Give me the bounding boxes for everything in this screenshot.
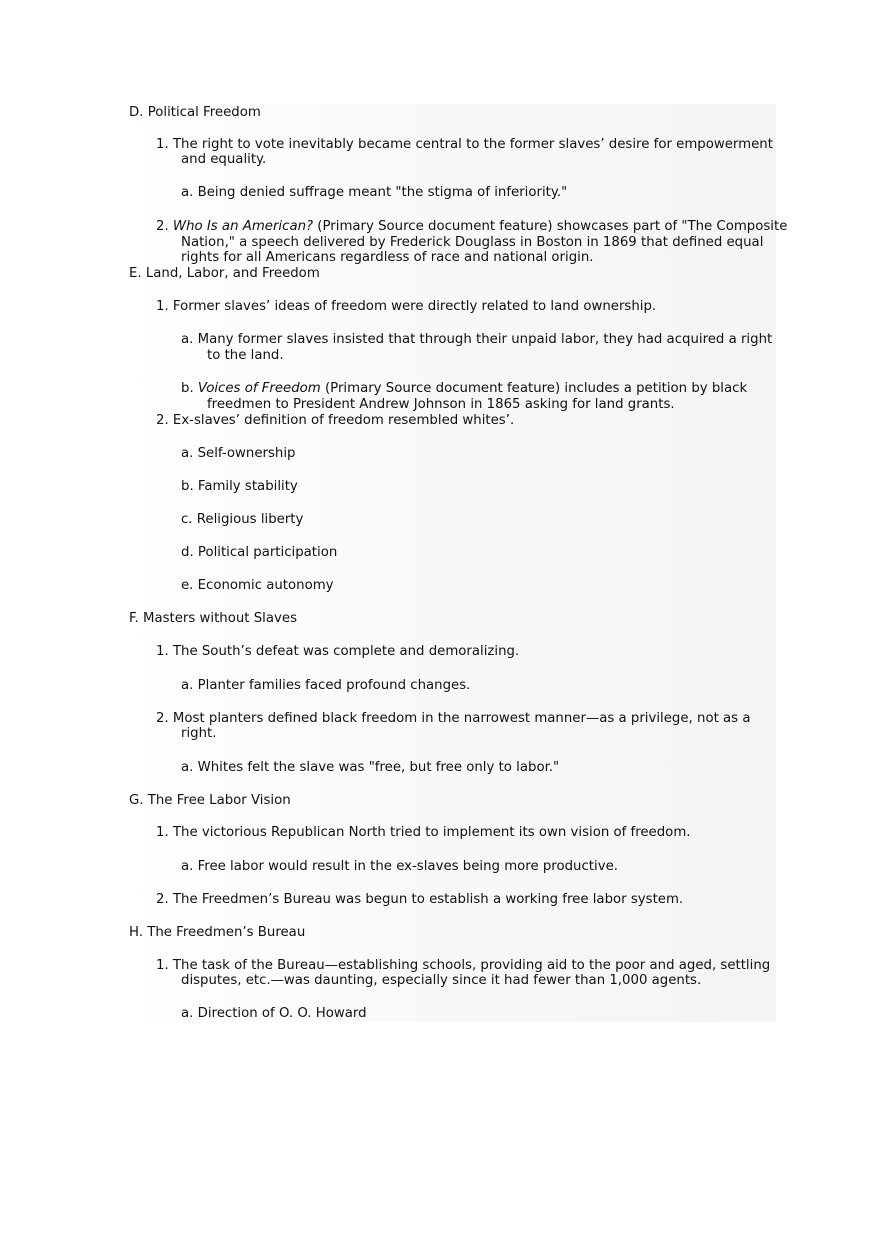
section-e-item-1b-line-2: freedmen to President Andrew Johnson in 1865 asking for land grants. (207, 397, 675, 412)
section-f-item-2-line-1: 2. Most planters defined black freedom in the narrowest manner—as a privilege, not as a (156, 711, 751, 726)
section-e-item-2c: c. Religious liberty (181, 512, 304, 527)
section-e-heading: E. Land, Labor, and Freedom (129, 266, 320, 281)
section-g-heading: G. The Free Labor Vision (129, 793, 291, 808)
section-h-item-1-line-1: 1. The task of the Bureau—establishing schools, providing aid to the poor and aged, settling (156, 958, 771, 973)
section-e-item-1b-line-1 (181, 381, 747, 396)
section-e-item-1: 1. Former slaves’ ideas of freedom were directly related to land ownership. (156, 299, 657, 314)
section-d-item-1-line-1: 1. The right to vote inevitably became central to the former slaves’ desire for empowerment (156, 137, 773, 152)
section-h-heading: H. The Freedmen’s Bureau (129, 925, 306, 940)
section-e-item-1b-feature-title: Voices of Freedom (197, 381, 321, 396)
section-e-item-1b-line-1-text: (Primary Source document feature) includes a petition by black (320, 381, 748, 396)
section-h-item-1a: a. Direction of O. O. Howard (181, 1006, 367, 1021)
section-e-item-2b: b. Family stability (181, 479, 298, 494)
section-d-item-2-line-1 (156, 219, 787, 234)
section-h-item-1-line-2: disputes, etc.—was daunting, especially since it had fewer than 1,000 agents. (181, 973, 702, 988)
section-e-item-1a-line-1: a. Many former slaves insisted that through their unpaid labor, they had acquired a right (181, 332, 773, 347)
section-d-item-2-line-3: rights for all Americans regardless of race and national origin. (181, 250, 594, 265)
section-f-item-1: 1. The South’s defeat was complete and demoralizing. (156, 644, 520, 659)
section-e-item-1b-letter: b. (181, 381, 194, 396)
section-d-item-1a: a. Being denied suffrage meant "the stigma of inferiority." (181, 185, 568, 200)
section-g-item-2: 2. The Freedmen’s Bureau was begun to establish a working free labor system. (156, 892, 684, 907)
section-e-item-2d: d. Political participation (181, 545, 338, 560)
section-g-item-1a: a. Free labor would result in the ex-slaves being more productive. (181, 859, 618, 874)
section-e-item-2e: e. Economic autonomy (181, 578, 334, 593)
section-f-item-2-line-2: right. (181, 726, 217, 741)
section-d-item-2-line-1-text: (Primary Source document feature) showcases part of "The Composite (313, 219, 788, 234)
section-d-heading: D. Political Freedom (129, 105, 261, 120)
section-e-item-2a: a. Self-ownership (181, 446, 296, 461)
section-g-item-1: 1. The victorious Republican North tried to implement its own vision of freedom. (156, 825, 691, 840)
section-e-item-2: 2. Ex-slaves’ definition of freedom resembled whites’. (156, 413, 515, 428)
section-f-heading: F. Masters without Slaves (129, 611, 298, 626)
section-f-item-2a: a. Whites felt the slave was "free, but free only to labor." (181, 760, 560, 775)
section-d-item-2-feature-title: Who Is an American? (172, 219, 314, 234)
section-d-item-2-line-2: Nation," a speech delivered by Frederick Douglass in Boston in 1869 that defined equal (181, 235, 764, 250)
section-f-item-1a: a. Planter families faced profound changes. (181, 678, 471, 693)
section-d-item-1-line-2: and equality. (181, 152, 267, 167)
section-d-item-2-number: 2. (156, 219, 169, 234)
section-e-item-1a-line-2: to the land. (207, 348, 284, 363)
